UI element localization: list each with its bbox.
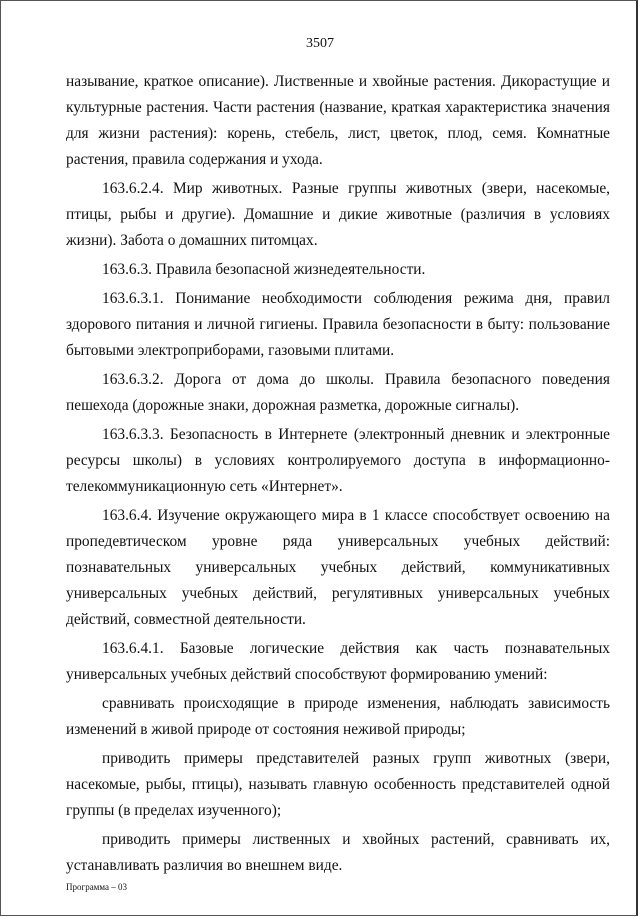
paragraph-163-6-4-1: 163.6.4.1. Базовые логические действия как часть познавательных универсальных учебных действий способствуют формированию умений: (66, 640, 610, 683)
footer-label: Программа – 03 (66, 882, 128, 892)
document-body (66, 69, 610, 879)
paragraph-163-6-3-1: 163.6.3.1. Понимание необходимости соблюдения режима дня, правил здорового питания и личной гигиены. Правила безопасности в быту: пользование бытовыми электроприборами, газовыми плитами. (66, 290, 610, 359)
list-item-plant-examples: приводить примеры лиственных и хвойных растений, сравнивать их, устанавливать различия во внешнем виде. (66, 831, 610, 874)
paragraph-163-6-2-4: 163.6.2.4. Мир животных. Разные группы животных (звери, насекомые, птицы, рыбы и другие). Домашние и дикие животные (различия в условиях жизни). Забота о домашних питомцах. (66, 180, 610, 249)
paragraph-163-6-3-2: 163.6.3.2. Дорога от дома до школы. Правила безопасного поведения пешехода (дорожные знаки, дорожная разметка, дорожные сигналы). (66, 371, 610, 414)
paragraph-163-6-3: 163.6.3. Правила безопасной жизнедеятельности. (102, 261, 426, 278)
list-item-compare-changes: сравнивать происходящие в природе изменения, наблюдать зависимость изменений в живой природе от состояния неживой природы; (66, 695, 610, 738)
paragraph-163-6-4: 163.6.4. Изучение окружающего мира в 1 классе способствует освоению на пропедевтическом уровне ряда универсальных учебных действий: познавательных универсальных учебных действий, коммуникативных универсальных учебных действий, регулятивных универсальных учебных действий, совместной деятельности. (66, 507, 610, 628)
page-number: 3507 (306, 36, 334, 51)
paragraph-plants-continued: называние, краткое описание). Лиственные и хвойные растения. Дикорастущие и культурные растения. Части растения (название, краткая характеристика значения для жизни растения): корень, стебель, лист, цветок, плод, семя. Комнатные растения, правила содержания и ухода. (66, 73, 610, 168)
paragraph-163-6-3-3: 163.6.3.3. Безопасность в Интернете (электронный дневник и электронные ресурсы школы) в условиях контролируемого доступа в информационно-телекоммуникационную сеть «Интернет». (66, 426, 610, 495)
list-item-animal-examples: приводить примеры представителей разных групп животных (звери, насекомые, рыбы, птицы), называть главную особенность представителей одной группы (в пределах изученного); (66, 750, 610, 819)
